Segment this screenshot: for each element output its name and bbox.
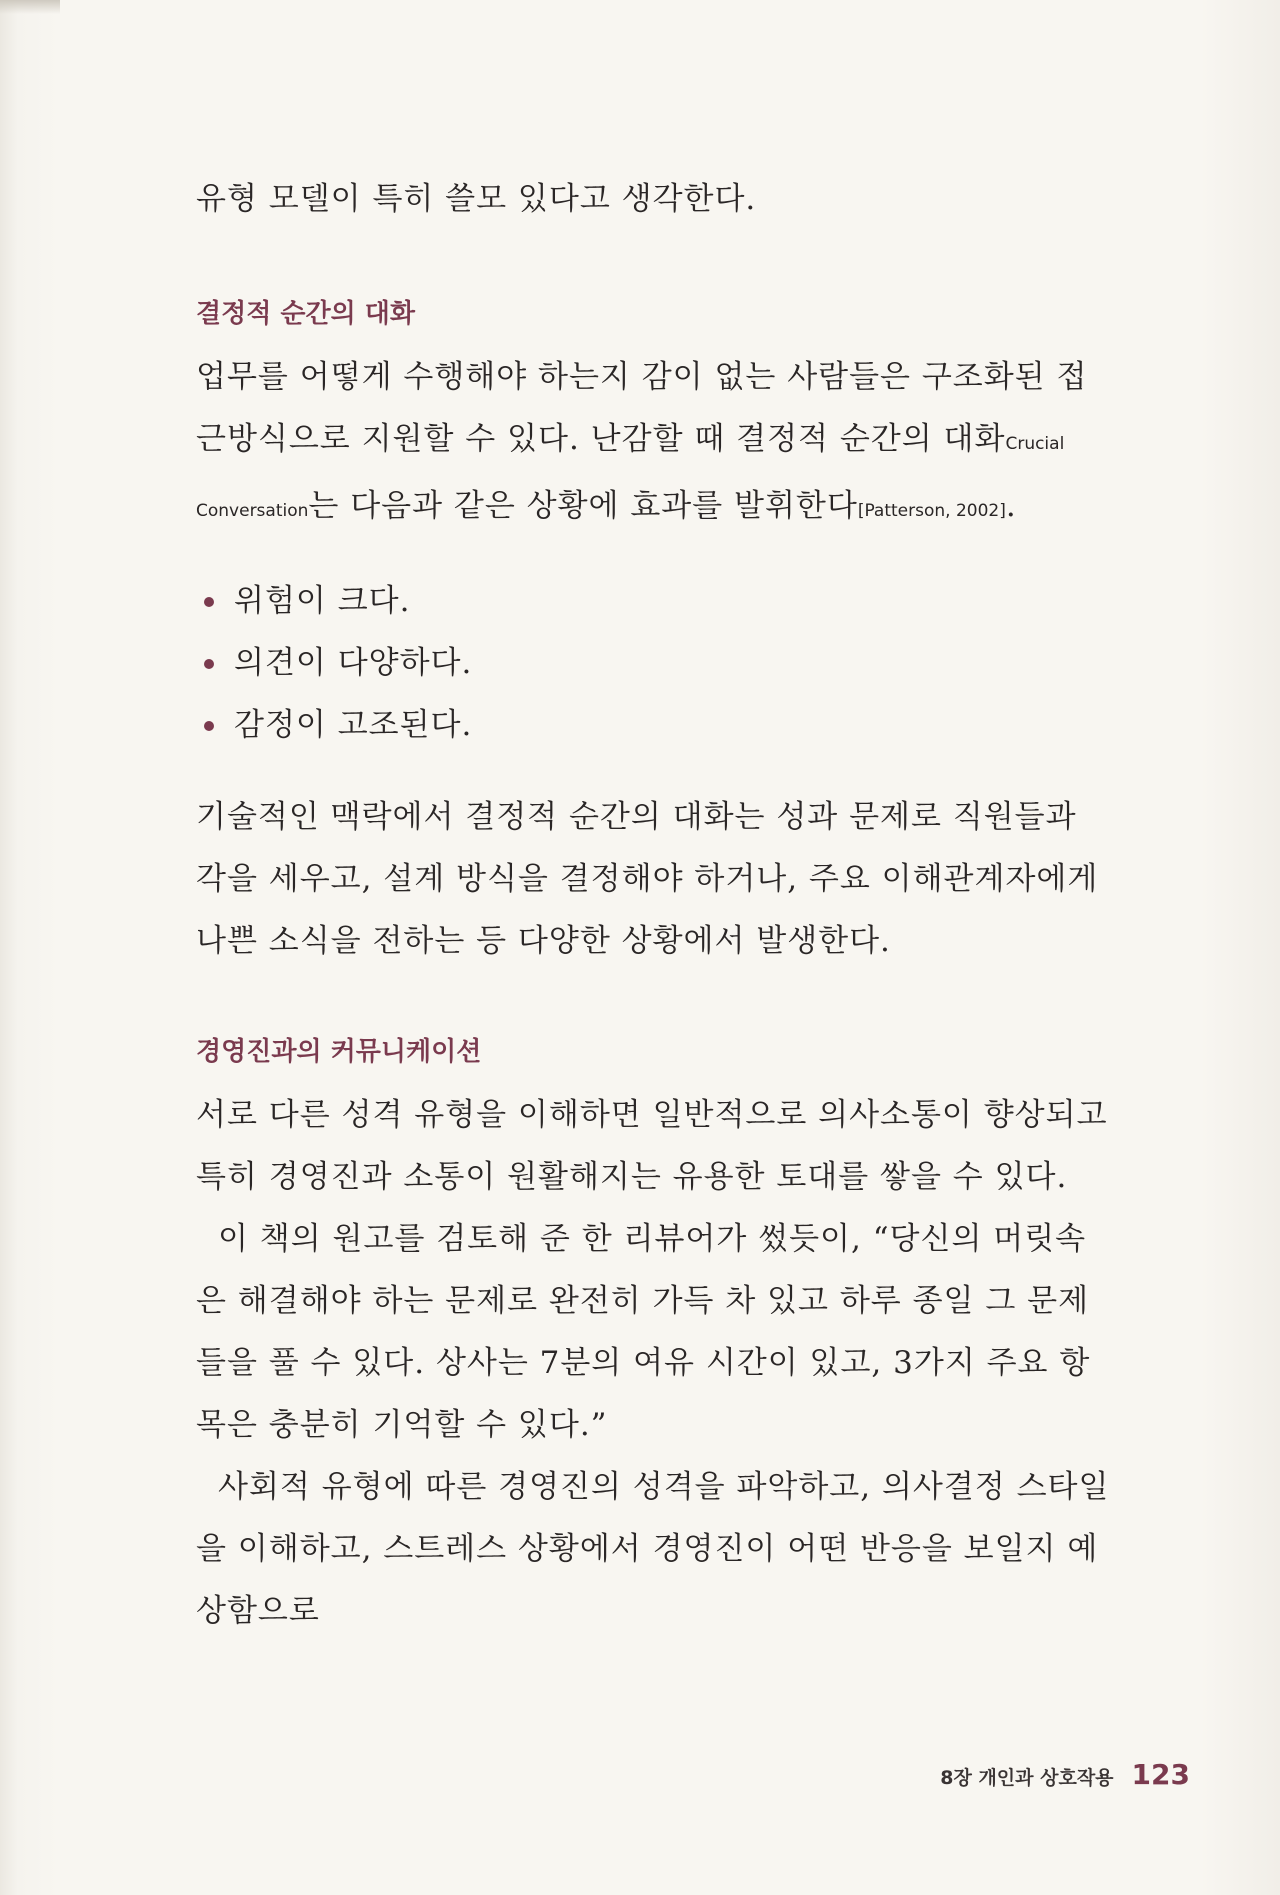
bullet-list — [196, 570, 1116, 756]
list-item — [196, 632, 1116, 694]
list-item — [196, 694, 1116, 756]
page-content — [196, 168, 1116, 1642]
paragraph-text: 업무를 어떻게 수행해야 하는지 감이 없는 사람들은 구조화된 접근방식으로 지원할 수 있다. 난감할 때 결정적 순간의 대화 — [196, 359, 1088, 457]
bullet-dot-icon — [204, 659, 214, 669]
list-item-text: 의견이 다양하다. — [234, 645, 473, 681]
page-footer — [920, 1758, 1190, 1798]
bullet-dot-icon — [204, 721, 214, 731]
paragraph-intro: 유형 모델이 특히 쓸모 있다고 생각한다. — [196, 181, 757, 217]
page-number: 123 — [1131, 1758, 1190, 1791]
paragraph-crucial-conversation — [196, 346, 1116, 542]
bullet-dot-icon — [204, 597, 214, 607]
paragraph-personality-types: 서로 다른 성격 유형을 이해하면 일반적으로 의사소통이 향상되고 특히 경영진과 소통이 원활해지는 유용한 토대를 쌓을 수 있다. — [196, 1097, 1108, 1195]
paragraph-text: . — [1005, 488, 1017, 524]
chapter-title: 8장 개인과 상호작용 — [940, 1767, 1114, 1789]
list-item-text: 감정이 고조된다. — [234, 707, 473, 743]
list-item — [196, 570, 1116, 632]
list-item-text: 위험이 크다. — [234, 583, 411, 619]
paragraph-technical-context: 기술적인 맥락에서 결정적 순간의 대화는 성과 문제로 직원들과 각을 세우고, 설계 방식을 결정해야 하거나, 주요 이해관계자에게 나쁜 소식을 전하는 등 다양한 상황에서 발생한다. — [196, 799, 1099, 959]
page-corner-shadow — [0, 0, 60, 14]
paragraph-social-types: 사회적 유형에 따른 경영진의 성격을 파악하고, 의사결정 스타일을 이해하고, 스트레스 상황에서 경영진이 어떤 반응을 보일지 예상함으로 — [196, 1469, 1110, 1629]
section-heading-executive-communication: 경영진과의 커뮤니케이션 — [196, 1037, 482, 1067]
paragraph-reviewer-quote: 이 책의 원고를 검토해 준 한 리뷰어가 썼듯이, “당신의 머릿속은 해결해야 하는 문제로 완전히 가득 차 있고 하루 종일 그 문제들을 풀 수 있다. 상사는 7분의 여유 시간이 있고, 3가지 주요 항목은 충분히 기억할 수 있다.” — [196, 1221, 1091, 1443]
citation: [Patterson, 2002] — [857, 501, 1006, 521]
paragraph-text: 는 다음과 같은 상황에 효과를 발휘한다 — [308, 488, 858, 524]
term-crucial-conversation: Crucial Conversation — [196, 434, 1065, 521]
section-heading-crucial-conversation: 결정적 순간의 대화 — [196, 299, 416, 329]
